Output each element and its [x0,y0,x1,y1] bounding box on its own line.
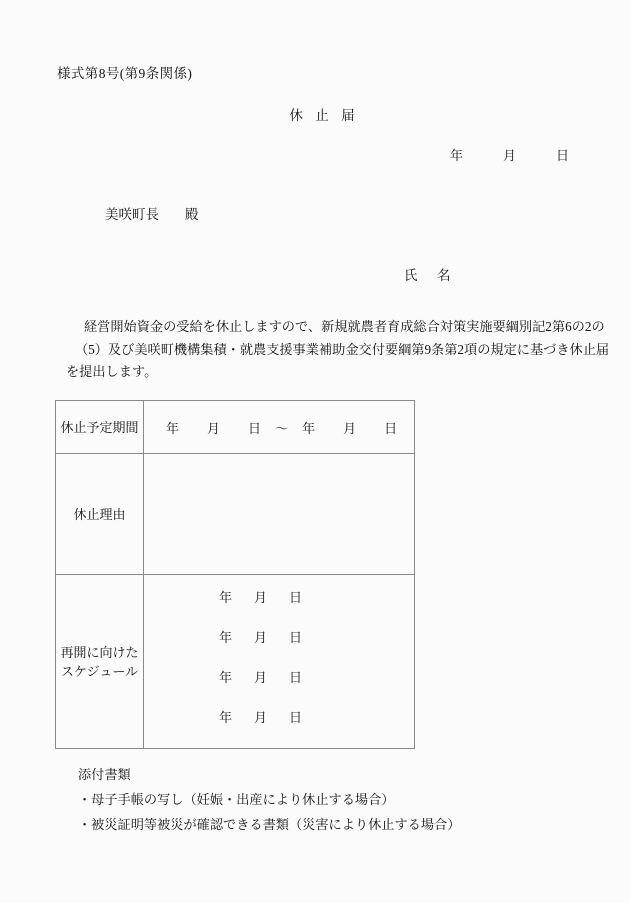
table-row-schedule [56,575,415,749]
schedule-day: 日 [289,709,303,725]
addressee-recipient: 美咲町長 [105,207,159,222]
period-value-cell[interactable] [144,401,415,454]
addressee [105,203,199,223]
schedule-year: 年 [219,629,233,645]
period-end-month: 月 [343,420,357,436]
period-end-year: 年 [302,420,316,436]
period-start-year: 年 [166,420,180,436]
date-month-label: 月 [503,148,517,163]
reason-label: 休止理由 [56,454,144,575]
schedule-day: 日 [289,669,303,685]
period-end-day: 日 [384,420,398,436]
attachments-heading: 添付書類 [78,767,131,782]
schedule-entry[interactable] [219,705,414,745]
schedule-entry[interactable] [219,625,414,665]
reason-value-cell[interactable] [144,454,415,575]
suspension-form-table [55,400,415,749]
table-row-reason [56,454,415,575]
attachment-item: ・被災証明等被災が確認できる書類（災害により休止する場合） [78,817,461,832]
applicant-name-label: 氏 名 [404,268,454,283]
period-separator: ～ [275,420,289,436]
body-line-1: 経営開始資金の受給を休止しますので、新規就農者育成総合対策実施要綱別記2第6の2の [84,319,605,334]
schedule-year: 年 [219,709,233,725]
body-line-3: を提出します。 [66,364,158,379]
schedule-label [56,575,144,749]
date-day-label: 日 [556,148,570,163]
date-year-label: 年 [450,148,464,163]
submission-date-line [450,145,569,164]
schedule-entry[interactable] [219,585,414,625]
schedule-day: 日 [289,589,303,605]
period-label: 休止予定期間 [56,401,144,454]
schedule-label-line1: 再開に向けた [60,644,139,660]
schedule-entry-list [144,579,414,745]
schedule-month: 月 [254,589,268,605]
attachment-item: ・母子手帳の写し（妊娠・出産により休止する場合） [78,792,395,807]
table-row-period [56,401,415,454]
schedule-value-cell[interactable] [144,575,415,749]
schedule-year: 年 [219,589,233,605]
period-date-placeholders [144,418,414,437]
schedule-label-line2: スケジュール [60,663,139,679]
period-start-day: 日 [248,420,262,436]
schedule-year: 年 [219,669,233,685]
body-line-2: （5）及び美咲町機構集積・就農支援事業補助金交付要綱第9条第2項の規定に基づき休止届 [75,341,610,357]
attachments-section [78,762,460,837]
form-number: 様式第8号(第9条関係) [57,66,193,81]
document-title: 休 止 届 [289,108,360,123]
schedule-month: 月 [254,629,268,645]
schedule-month: 月 [254,669,268,685]
schedule-day: 日 [289,629,303,645]
schedule-entry[interactable] [219,665,414,705]
period-start-month: 月 [207,420,221,436]
schedule-month: 月 [254,709,268,725]
addressee-honorific: 殿 [185,207,199,222]
body-paragraph [66,316,610,384]
